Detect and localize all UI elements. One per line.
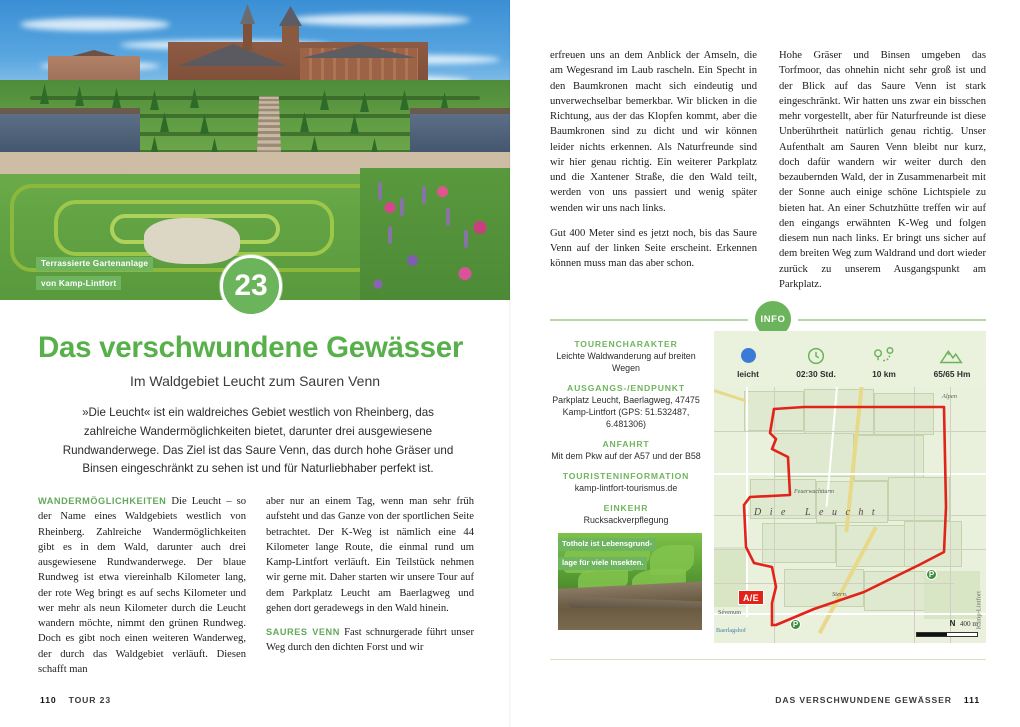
page-subtitle: Im Waldgebiet Leucht zum Sauren Venn (129, 373, 381, 389)
lavender (378, 182, 382, 200)
church-tower (243, 20, 252, 50)
paragraph-text: Fast schnurgerade führt unser Weg durch den dichten Forst und wir (266, 627, 474, 654)
flower-bed (360, 168, 510, 300)
cloud (20, 18, 170, 31)
lavender (446, 208, 450, 226)
body-columns-right (550, 48, 986, 302)
map-direction-label: Alpen (942, 393, 957, 400)
stat-difficulty-value: leicht (737, 368, 759, 379)
gravel-centre (144, 218, 240, 264)
fact-value-einkehr: Rucksackverpflegung (583, 515, 669, 526)
lavender (400, 198, 404, 216)
scale-bar (916, 632, 978, 637)
footer-label-right: DAS VERSCHWUNDENE GEWÄSSER (775, 695, 952, 705)
stat-duration (782, 340, 850, 379)
footer-label-left: TOUR 23 (68, 695, 112, 705)
map-place-label-1: Sévenum (718, 609, 742, 616)
stat-difficulty (714, 340, 782, 379)
info-divider-bottom (550, 659, 986, 661)
forest-floor (558, 608, 702, 630)
text-column-4 (779, 48, 986, 302)
paragraph: Gut 400 Meter sind es jetzt noch, bis das Saure Venn auf der linken Seite erscheint. Erkennen können muss man das aber schon. (550, 227, 757, 270)
fact-label-anfahrt: ANFAHRT (602, 439, 650, 450)
stat-elevation-value: 65/65 Hm (933, 368, 971, 379)
topiary-cone (150, 90, 159, 110)
paragraph (266, 625, 474, 656)
stat-distance (850, 340, 918, 379)
fact-value-tourencharakter: Leichte Waldwanderung auf breiten Wegen (556, 351, 696, 374)
fact-label-touristeninformation: TOURISTENINFORMATION (562, 471, 690, 482)
fact-value-ausgangspunkt: Parkplatz Leucht, Baerlagweg, 47475 Kamp-Lintfort (GPS: 51.532487, 6.481306) (552, 395, 700, 430)
topiary-cone (40, 84, 49, 104)
cloud (290, 14, 470, 26)
lavender (388, 226, 392, 244)
fact-label-ausgangspunkt: AUSGANGS-/ENDPUNKT (567, 383, 685, 394)
map-town-label: Kamp-Lintfort (975, 591, 982, 630)
tour-stats-row (714, 331, 986, 387)
map-canvas[interactable] (714, 387, 986, 643)
fact-value-touristeninformation[interactable]: kamp-lintfort-tourismus.de (574, 483, 678, 494)
tour-number-badge: 23 (220, 255, 282, 317)
topiary-cone (320, 90, 329, 110)
bell-tower (282, 22, 299, 52)
map-tower-label: Feuerwachtturm (794, 489, 834, 495)
text-column-3 (550, 48, 757, 302)
info-facts-list (550, 339, 702, 526)
scale-label: 400 m (959, 620, 978, 628)
tour-map-panel[interactable] (714, 331, 986, 643)
photo-caption-line-1: Terrassierte Gartenanlage (36, 257, 153, 271)
map-scale (916, 613, 978, 637)
stat-elevation (918, 340, 986, 379)
footer-left (40, 695, 111, 705)
page-title: Das verschwundene Gewässer (38, 331, 464, 364)
photo-small-caption-line-2: lage für viele Insekten. (558, 557, 647, 570)
paragraph: erfreuen uns an dem Anblick der Amseln, die am Wegesrand im Laub rascheln. Ein Specht in den Baumkronen macht sich eindeutig und unverwechselbar bemerkbar. Wir blicken in die Richtung, aus der das Klopfen kommt, aber die Baumkronen sind zu dicht und wir können leider nichts erkennen. Als Naturfreunde sind wir hier genau richtig. Ein weiterer Parkplatz und die Xantener Straße, die den Wald teilt, werden von uns passiert und wenig später wenden wir uns nach links. (550, 50, 757, 214)
fact-value-anfahrt: Mit dem Pkw auf der A57 und der B58 (551, 451, 701, 462)
fact-label-tourencharakter: TOURENCHARAKTER (574, 339, 678, 349)
book-gutter (509, 0, 511, 727)
hedge-row (30, 96, 480, 100)
map-area-label: Die Leucht (754, 507, 884, 518)
text-column-2 (266, 494, 474, 664)
photo-small-caption (558, 533, 698, 572)
mountains-icon (918, 344, 986, 368)
route-pin-icon (850, 344, 918, 368)
lead-paragraph: »Die Leucht« ist ein waldreiches Gebiet westlich von Rheinberg, das zahlreiche Wandermöglichkeiten bietet, darunter drei ausgewiesene Rundwanderwege. Das Ziel ist das Saure Venn, das durch hohe Gräser und Binsen eingeschränkt zu sehen ist und für Naturliebhaber perfekt ist. (62, 406, 454, 476)
topiary-cone (400, 90, 409, 110)
north-indicator: N (949, 619, 956, 628)
section-run-in-saures-venn: SAURES VENN (266, 627, 340, 637)
photo-caption (36, 253, 153, 292)
photo-small-caption-line-1: Totholz ist Lebensgrund- (558, 538, 656, 551)
orangery-right (410, 108, 510, 158)
fact-label-einkehr: EINKEHR (603, 503, 649, 514)
stat-distance-value: 10 km (872, 368, 896, 379)
difficulty-dot-icon (714, 344, 782, 368)
paragraph: aber nur an einem Tag, wenn man sehr früh aufsteht und das Ganze von der sportlichen Seite betrachtet. Der K-Weg ist nämlich eine 44 Kilometer lange Route, die einmal rund um Kamp-Lintfort verläuft. Ein Teilstück nehmen wir gerne mit. Daher starten wir unsere Tour auf dem Parkplatz Leucht am Baerlagweg und gehen dort geradewegs in den Wald hinein. (266, 496, 474, 614)
clock-icon (782, 344, 850, 368)
body-columns-left (38, 494, 474, 675)
page-number-left: 110 (40, 695, 57, 705)
photo-caption-line-2: von Kamp-Lintfort (36, 276, 121, 290)
page-number-right: 111 (963, 695, 980, 705)
paragraph: Hohe Gräser und Binsen umgeben das Torfmoor, das ohnehin nicht sehr groß ist und der Blick auf das Saure Venn ist stark eingeschränkt. Wir hatten uns zwar ein bisschen mehr vorgestellt, aber für Naturfreunde ist diese Unberührtheit natürlich genau richtig. Unser Aufenthalt am Sauren Venn bleibt nur kurz, doch dafür wandern wir weiter durch den bezaubernden Wald, der in Zusammenarbeit mit der Sonne auch einige schöne Lichtspiele zu bieten hat. An einer Schutzhütte treffen wir auf den eingangs erwähnten K-Weg und folgen diesem nun nach links. Er bringt uns sicher auf dem breiten Weg zum Waldrand und dort wieder zurück zu unserem Ausgangspunkt am Parkplatz. (779, 50, 986, 290)
paragraph-text: Die Leucht – so der Name eines Waldgebiets westlich von Rheinberg. Zahlreiche Wandermöglichkeiten gibt es in dem Wald, darunter auch drei ausgewiesene Rundwanderwege. Der blaue Rundweg ist etwa viereinhalb Kilometer lang, der rote Weg bringt es auf sechs Kilometer und wer mehr als neun Kilometer durch die Leucht wandern möchte, nimmt den grünen Rundweg. Doch es gibt noch einen weiteren Wanderweg, der durch das Waldgebiet verläuft. Diesen schafft man (38, 496, 246, 675)
paragraph (38, 494, 246, 677)
map-stream-label: Stern. (832, 591, 848, 598)
info-box (550, 305, 986, 660)
section-run-in-wandermoeglichkeiten: WANDERMÖGLICHKEITEN (38, 496, 167, 506)
start-end-marker: A/E (738, 590, 764, 605)
map-place-label-2: Baerlagshof (716, 627, 746, 634)
info-badge: INFO (753, 299, 793, 339)
stat-duration-value: 02:30 Std. (796, 368, 836, 379)
lavender (422, 186, 426, 204)
footer-right (775, 695, 980, 705)
topiary-cone (360, 92, 369, 112)
parking-marker: P (926, 569, 937, 580)
right-page (510, 0, 1020, 727)
lavender (464, 230, 468, 248)
orangery-left (0, 108, 140, 158)
parking-marker: P (790, 619, 801, 630)
text-column-1 (38, 494, 246, 675)
